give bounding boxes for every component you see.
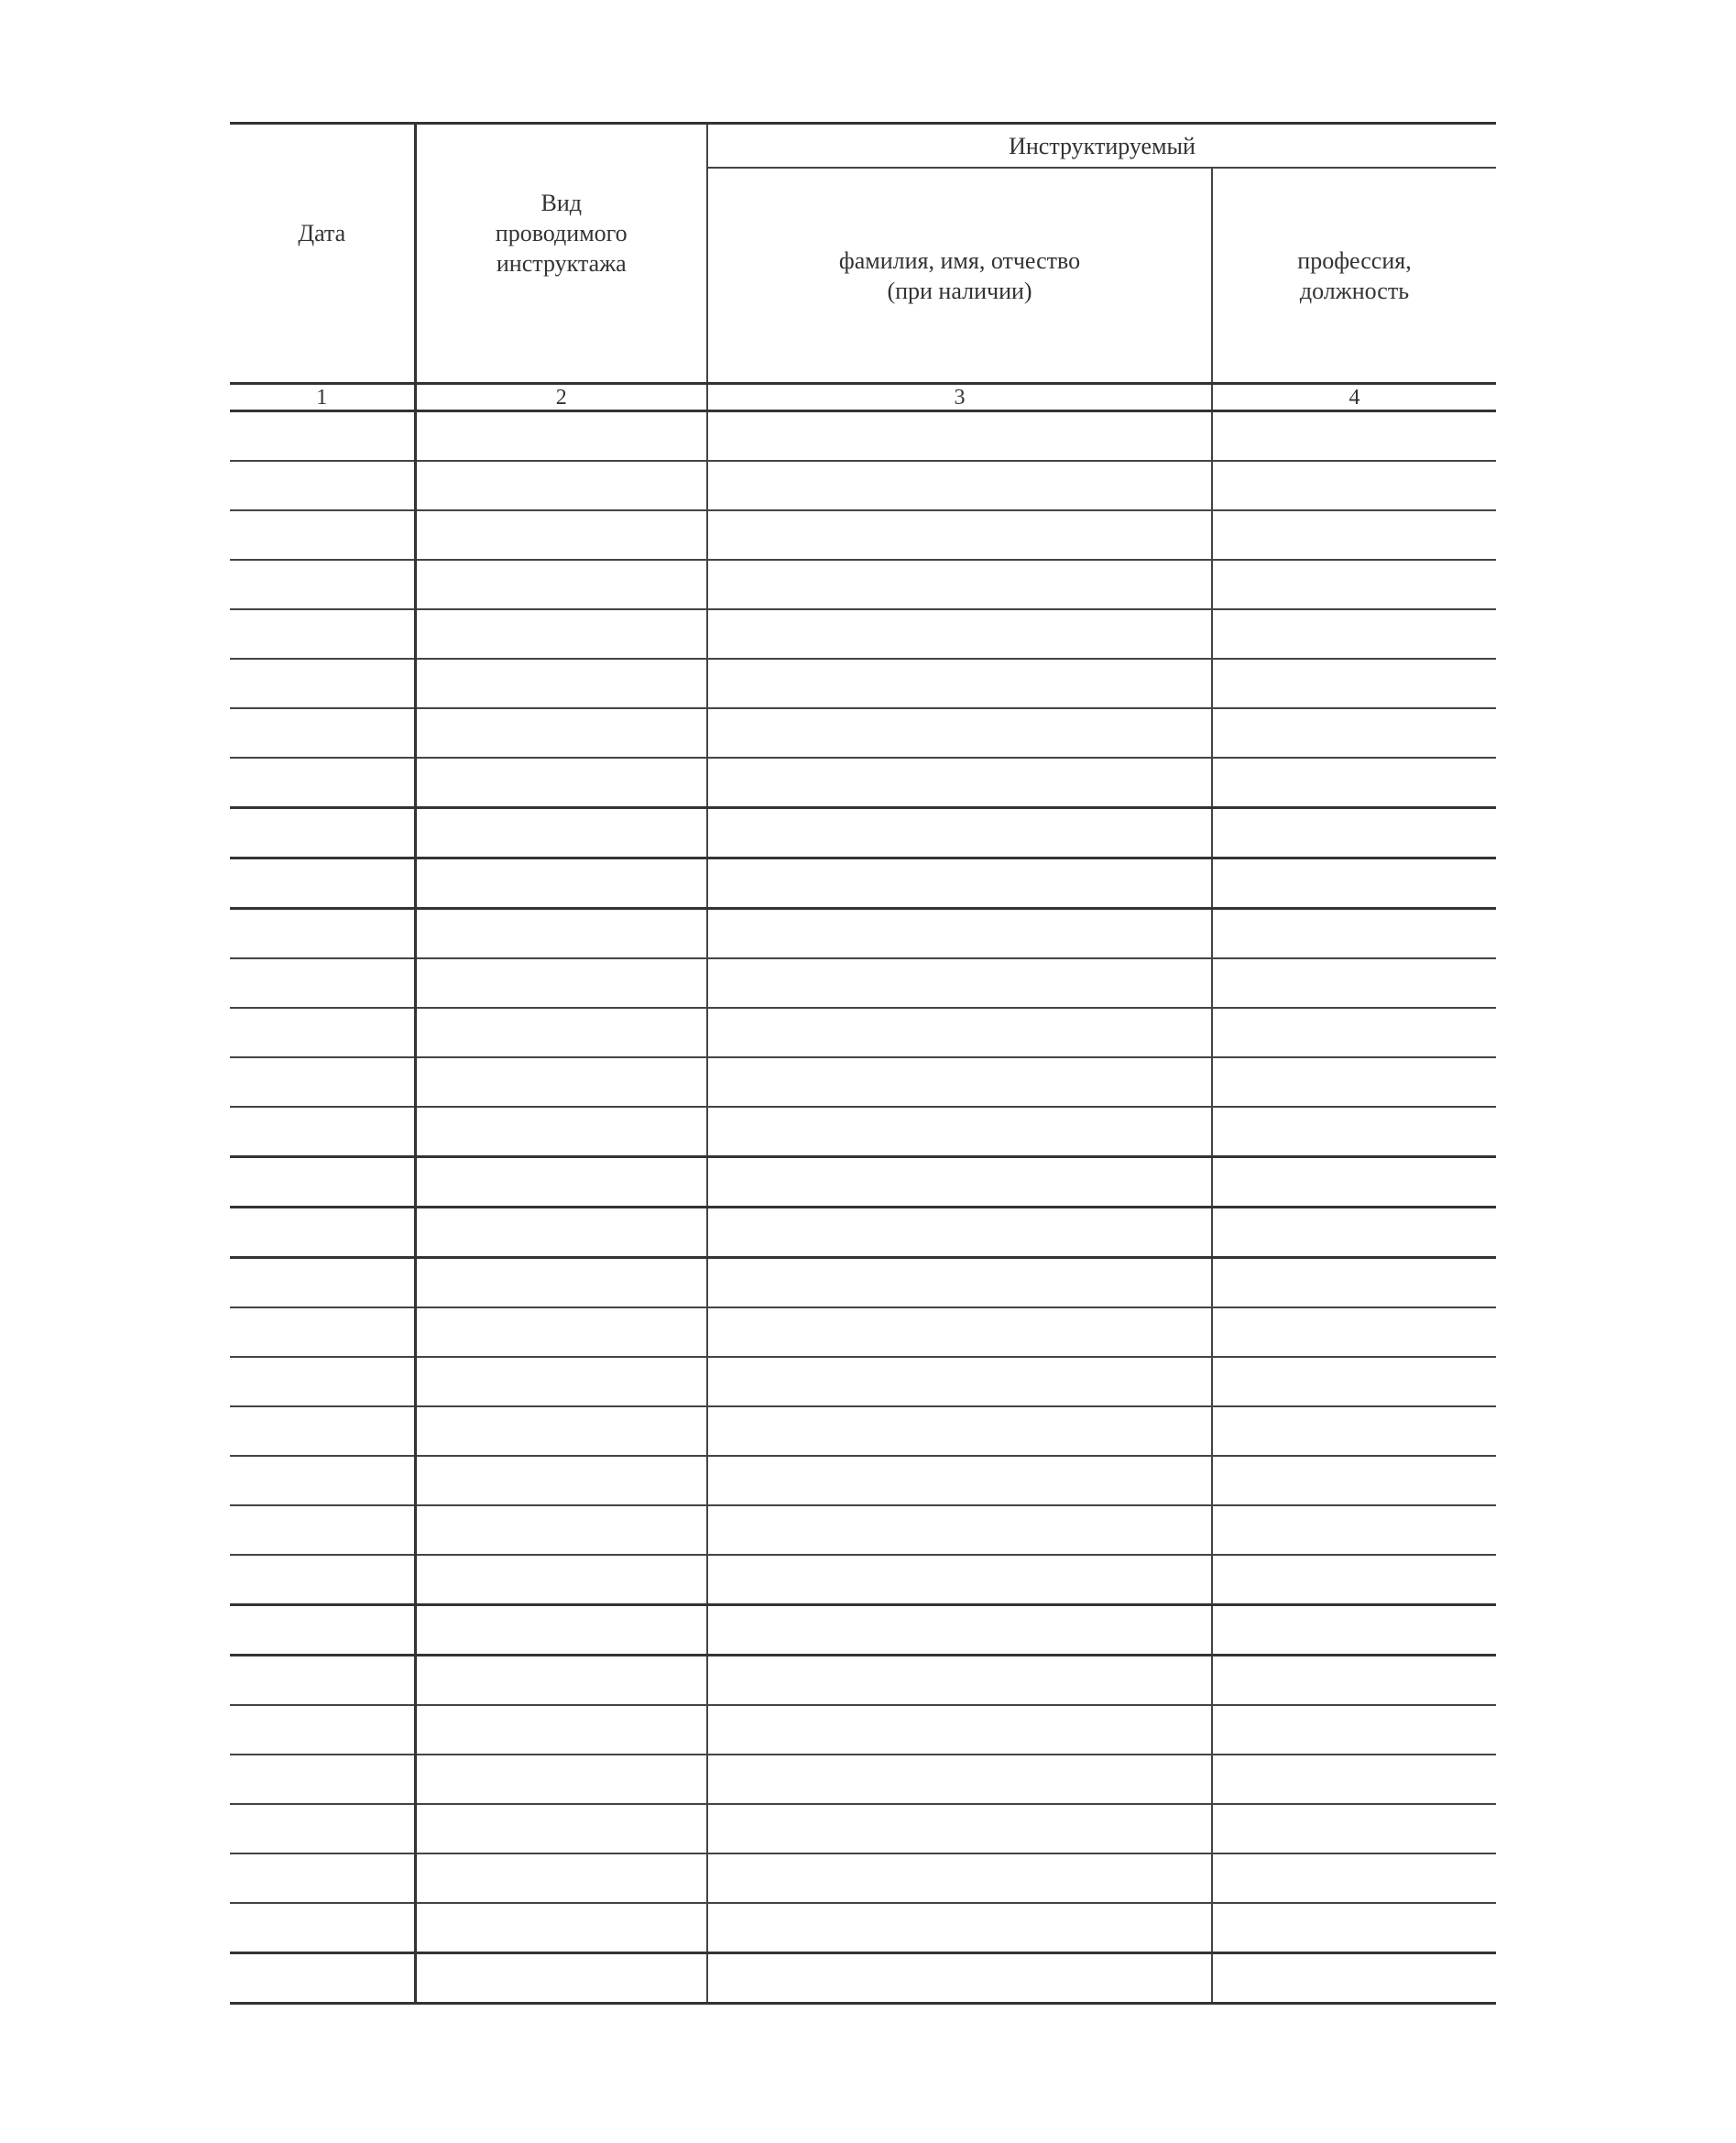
position-cell[interactable] bbox=[1212, 1406, 1496, 1456]
date-cell[interactable] bbox=[230, 1157, 415, 1208]
date-cell[interactable] bbox=[230, 1755, 415, 1804]
table-row bbox=[230, 1853, 1496, 1903]
position-cell[interactable] bbox=[1212, 1157, 1496, 1208]
full-name-cell[interactable] bbox=[707, 411, 1212, 462]
full-name-cell[interactable] bbox=[707, 1258, 1212, 1308]
instruction-type-cell[interactable] bbox=[415, 1804, 707, 1853]
full-name-cell[interactable] bbox=[707, 808, 1212, 858]
full-name-cell[interactable] bbox=[707, 1953, 1212, 2004]
date-cell[interactable] bbox=[230, 609, 415, 659]
instruction-type-cell[interactable] bbox=[415, 1456, 707, 1505]
position-cell[interactable] bbox=[1212, 1853, 1496, 1903]
instruction-type-cell[interactable] bbox=[415, 1357, 707, 1406]
date-cell[interactable] bbox=[230, 560, 415, 609]
instruction-type-cell[interactable] bbox=[415, 1505, 707, 1555]
position-cell[interactable] bbox=[1212, 1208, 1496, 1258]
instruction-type-cell[interactable] bbox=[415, 1705, 707, 1755]
table-row bbox=[230, 461, 1496, 510]
date-cell[interactable] bbox=[230, 1656, 415, 1706]
position-cell[interactable] bbox=[1212, 609, 1496, 659]
position-cell[interactable] bbox=[1212, 510, 1496, 560]
instruction-type-cell[interactable] bbox=[415, 1555, 707, 1605]
instruction-type-cell[interactable] bbox=[415, 808, 707, 858]
position-cell[interactable] bbox=[1212, 909, 1496, 959]
full-name-cell[interactable] bbox=[707, 1208, 1212, 1258]
instruction-type-cell[interactable] bbox=[415, 1258, 707, 1308]
date-cell[interactable] bbox=[230, 1555, 415, 1605]
table-row bbox=[230, 758, 1496, 808]
position-cell[interactable] bbox=[1212, 659, 1496, 708]
table-row bbox=[230, 808, 1496, 858]
full-name-cell[interactable] bbox=[707, 708, 1212, 758]
position-cell[interactable] bbox=[1212, 1804, 1496, 1853]
date-cell[interactable] bbox=[230, 1903, 415, 1953]
full-name-cell[interactable] bbox=[707, 609, 1212, 659]
instruction-type-cell[interactable] bbox=[415, 708, 707, 758]
full-name-cell[interactable] bbox=[707, 1853, 1212, 1903]
date-cell[interactable] bbox=[230, 659, 415, 708]
instruction-type-cell[interactable] bbox=[415, 1107, 707, 1157]
date-cell[interactable] bbox=[230, 1705, 415, 1755]
full-name-cell[interactable] bbox=[707, 1555, 1212, 1605]
full-name-cell[interactable] bbox=[707, 758, 1212, 808]
position-column-label: профессия, должность bbox=[1297, 246, 1412, 304]
position-cell[interactable] bbox=[1212, 1605, 1496, 1656]
instruction-type-cell[interactable] bbox=[415, 1953, 707, 2004]
table-row bbox=[230, 1357, 1496, 1406]
date-cell[interactable] bbox=[230, 1208, 415, 1258]
table-row bbox=[230, 1705, 1496, 1755]
position-cell[interactable] bbox=[1212, 1755, 1496, 1804]
table-row bbox=[230, 1208, 1496, 1258]
full-name-cell[interactable] bbox=[707, 1656, 1212, 1706]
full-name-cell[interactable] bbox=[707, 858, 1212, 909]
position-cell[interactable] bbox=[1212, 1456, 1496, 1505]
instruction-type-cell[interactable] bbox=[415, 1406, 707, 1456]
position-cell[interactable] bbox=[1212, 708, 1496, 758]
date-cell[interactable] bbox=[230, 1357, 415, 1406]
full-name-cell[interactable] bbox=[707, 1157, 1212, 1208]
instruction-type-cell[interactable] bbox=[415, 1307, 707, 1357]
instruction-type-cell[interactable] bbox=[415, 411, 707, 462]
full-name-cell[interactable] bbox=[707, 1107, 1212, 1157]
date-cell[interactable] bbox=[230, 1406, 415, 1456]
table-row bbox=[230, 858, 1496, 909]
date-column-label: Дата bbox=[298, 220, 346, 246]
column-number: 2 bbox=[415, 384, 707, 411]
table-row bbox=[230, 1804, 1496, 1853]
full-name-cell[interactable] bbox=[707, 1705, 1212, 1755]
date-cell[interactable] bbox=[230, 1107, 415, 1157]
table-row bbox=[230, 609, 1496, 659]
column-number: 4 bbox=[1212, 384, 1496, 411]
instruction-type-cell[interactable] bbox=[415, 1157, 707, 1208]
position-cell[interactable] bbox=[1212, 858, 1496, 909]
column-number-row bbox=[230, 384, 1496, 411]
instruction-type-cell[interactable] bbox=[415, 758, 707, 808]
position-cell[interactable] bbox=[1212, 958, 1496, 1008]
date-cell[interactable] bbox=[230, 1057, 415, 1107]
position-cell[interactable] bbox=[1212, 560, 1496, 609]
full-name-cell[interactable] bbox=[707, 659, 1212, 708]
full-name-cell[interactable] bbox=[707, 1307, 1212, 1357]
full-name-cell[interactable] bbox=[707, 1456, 1212, 1505]
date-cell[interactable] bbox=[230, 411, 415, 462]
table-row bbox=[230, 1157, 1496, 1208]
column-number: 3 bbox=[707, 384, 1212, 411]
date-cell[interactable] bbox=[230, 958, 415, 1008]
full-name-cell[interactable] bbox=[707, 1605, 1212, 1656]
date-cell[interactable] bbox=[230, 808, 415, 858]
instruction-type-cell[interactable] bbox=[415, 1903, 707, 1953]
table-row bbox=[230, 1656, 1496, 1706]
full-name-cell[interactable] bbox=[707, 1406, 1212, 1456]
table-row bbox=[230, 659, 1496, 708]
position-cell[interactable] bbox=[1212, 808, 1496, 858]
position-cell[interactable] bbox=[1212, 1656, 1496, 1706]
date-cell[interactable] bbox=[230, 1505, 415, 1555]
position-cell[interactable] bbox=[1212, 1107, 1496, 1157]
full-name-cell[interactable] bbox=[707, 510, 1212, 560]
instruction-log-table bbox=[230, 122, 1496, 2005]
column-number: 1 bbox=[230, 384, 415, 411]
instruction-type-cell[interactable] bbox=[415, 461, 707, 510]
instruction-type-cell[interactable] bbox=[415, 958, 707, 1008]
position-cell[interactable] bbox=[1212, 461, 1496, 510]
instruction-type-cell[interactable] bbox=[415, 510, 707, 560]
full-name-cell[interactable] bbox=[707, 560, 1212, 609]
instruction-type-cell[interactable] bbox=[415, 659, 707, 708]
instructed-group-header: Инструктируемый bbox=[707, 124, 1496, 169]
instruction-type-cell[interactable] bbox=[415, 1208, 707, 1258]
table-row bbox=[230, 958, 1496, 1008]
date-cell[interactable] bbox=[230, 708, 415, 758]
table-row bbox=[230, 909, 1496, 959]
date-cell[interactable] bbox=[230, 1605, 415, 1656]
table-row bbox=[230, 1307, 1496, 1357]
instruction-type-column-header bbox=[415, 124, 707, 384]
instruction-type-cell[interactable] bbox=[415, 1656, 707, 1706]
table-row bbox=[230, 411, 1496, 462]
position-cell[interactable] bbox=[1212, 1008, 1496, 1057]
instruction-type-cell[interactable] bbox=[415, 1605, 707, 1656]
instruction-type-cell[interactable] bbox=[415, 560, 707, 609]
instruction-type-cell[interactable] bbox=[415, 858, 707, 909]
instruction-type-cell[interactable] bbox=[415, 1853, 707, 1903]
table-row bbox=[230, 1456, 1496, 1505]
full-name-cell[interactable] bbox=[707, 909, 1212, 959]
instruction-type-cell[interactable] bbox=[415, 909, 707, 959]
date-cell[interactable] bbox=[230, 1008, 415, 1057]
position-cell[interactable] bbox=[1212, 1705, 1496, 1755]
full-name-cell[interactable] bbox=[707, 1755, 1212, 1804]
position-cell[interactable] bbox=[1212, 1953, 1496, 2004]
position-cell[interactable] bbox=[1212, 1258, 1496, 1308]
position-cell[interactable] bbox=[1212, 411, 1496, 462]
instruction-type-cell[interactable] bbox=[415, 1057, 707, 1107]
date-cell[interactable] bbox=[230, 1853, 415, 1903]
table-row bbox=[230, 1008, 1496, 1057]
full-name-cell[interactable] bbox=[707, 1903, 1212, 1953]
position-cell[interactable] bbox=[1212, 1357, 1496, 1406]
position-cell[interactable] bbox=[1212, 1505, 1496, 1555]
date-cell[interactable] bbox=[230, 1456, 415, 1505]
position-cell[interactable] bbox=[1212, 1903, 1496, 1953]
instruction-type-cell[interactable] bbox=[415, 1755, 707, 1804]
table-row bbox=[230, 1406, 1496, 1456]
position-cell[interactable] bbox=[1212, 1555, 1496, 1605]
date-cell[interactable] bbox=[230, 1953, 415, 2004]
full-name-cell[interactable] bbox=[707, 1804, 1212, 1853]
full-name-cell[interactable] bbox=[707, 958, 1212, 1008]
full-name-cell[interactable] bbox=[707, 1505, 1212, 1555]
date-column-header bbox=[230, 124, 415, 384]
date-cell[interactable] bbox=[230, 1258, 415, 1308]
table-row bbox=[230, 510, 1496, 560]
position-cell[interactable] bbox=[1212, 758, 1496, 808]
position-cell[interactable] bbox=[1212, 1057, 1496, 1107]
full-name-column-label: фамилия, имя, отчество (при наличии) bbox=[838, 246, 1081, 304]
date-cell[interactable] bbox=[230, 510, 415, 560]
table-row bbox=[230, 1953, 1496, 2004]
instruction-type-column-label: Вид проводимого инструктажа bbox=[495, 190, 628, 277]
date-cell[interactable] bbox=[230, 461, 415, 510]
table-row bbox=[230, 1555, 1496, 1605]
table-row bbox=[230, 1505, 1496, 1555]
instruction-type-cell[interactable] bbox=[415, 609, 707, 659]
full-name-column-header bbox=[707, 168, 1212, 384]
full-name-cell[interactable] bbox=[707, 1057, 1212, 1107]
table-row bbox=[230, 560, 1496, 609]
date-cell[interactable] bbox=[230, 758, 415, 808]
date-cell[interactable] bbox=[230, 1307, 415, 1357]
position-cell[interactable] bbox=[1212, 1307, 1496, 1357]
date-cell[interactable] bbox=[230, 909, 415, 959]
table-row bbox=[230, 1258, 1496, 1308]
full-name-cell[interactable] bbox=[707, 1008, 1212, 1057]
position-column-header bbox=[1212, 168, 1496, 384]
table-row bbox=[230, 1107, 1496, 1157]
table-row bbox=[230, 1755, 1496, 1804]
table-row bbox=[230, 708, 1496, 758]
instruction-log-form bbox=[230, 122, 1496, 2005]
instruction-type-cell[interactable] bbox=[415, 1008, 707, 1057]
date-cell[interactable] bbox=[230, 1804, 415, 1853]
full-name-cell[interactable] bbox=[707, 461, 1212, 510]
table-row bbox=[230, 1605, 1496, 1656]
table-row bbox=[230, 1057, 1496, 1107]
date-cell[interactable] bbox=[230, 858, 415, 909]
full-name-cell[interactable] bbox=[707, 1357, 1212, 1406]
table-row bbox=[230, 1903, 1496, 1953]
